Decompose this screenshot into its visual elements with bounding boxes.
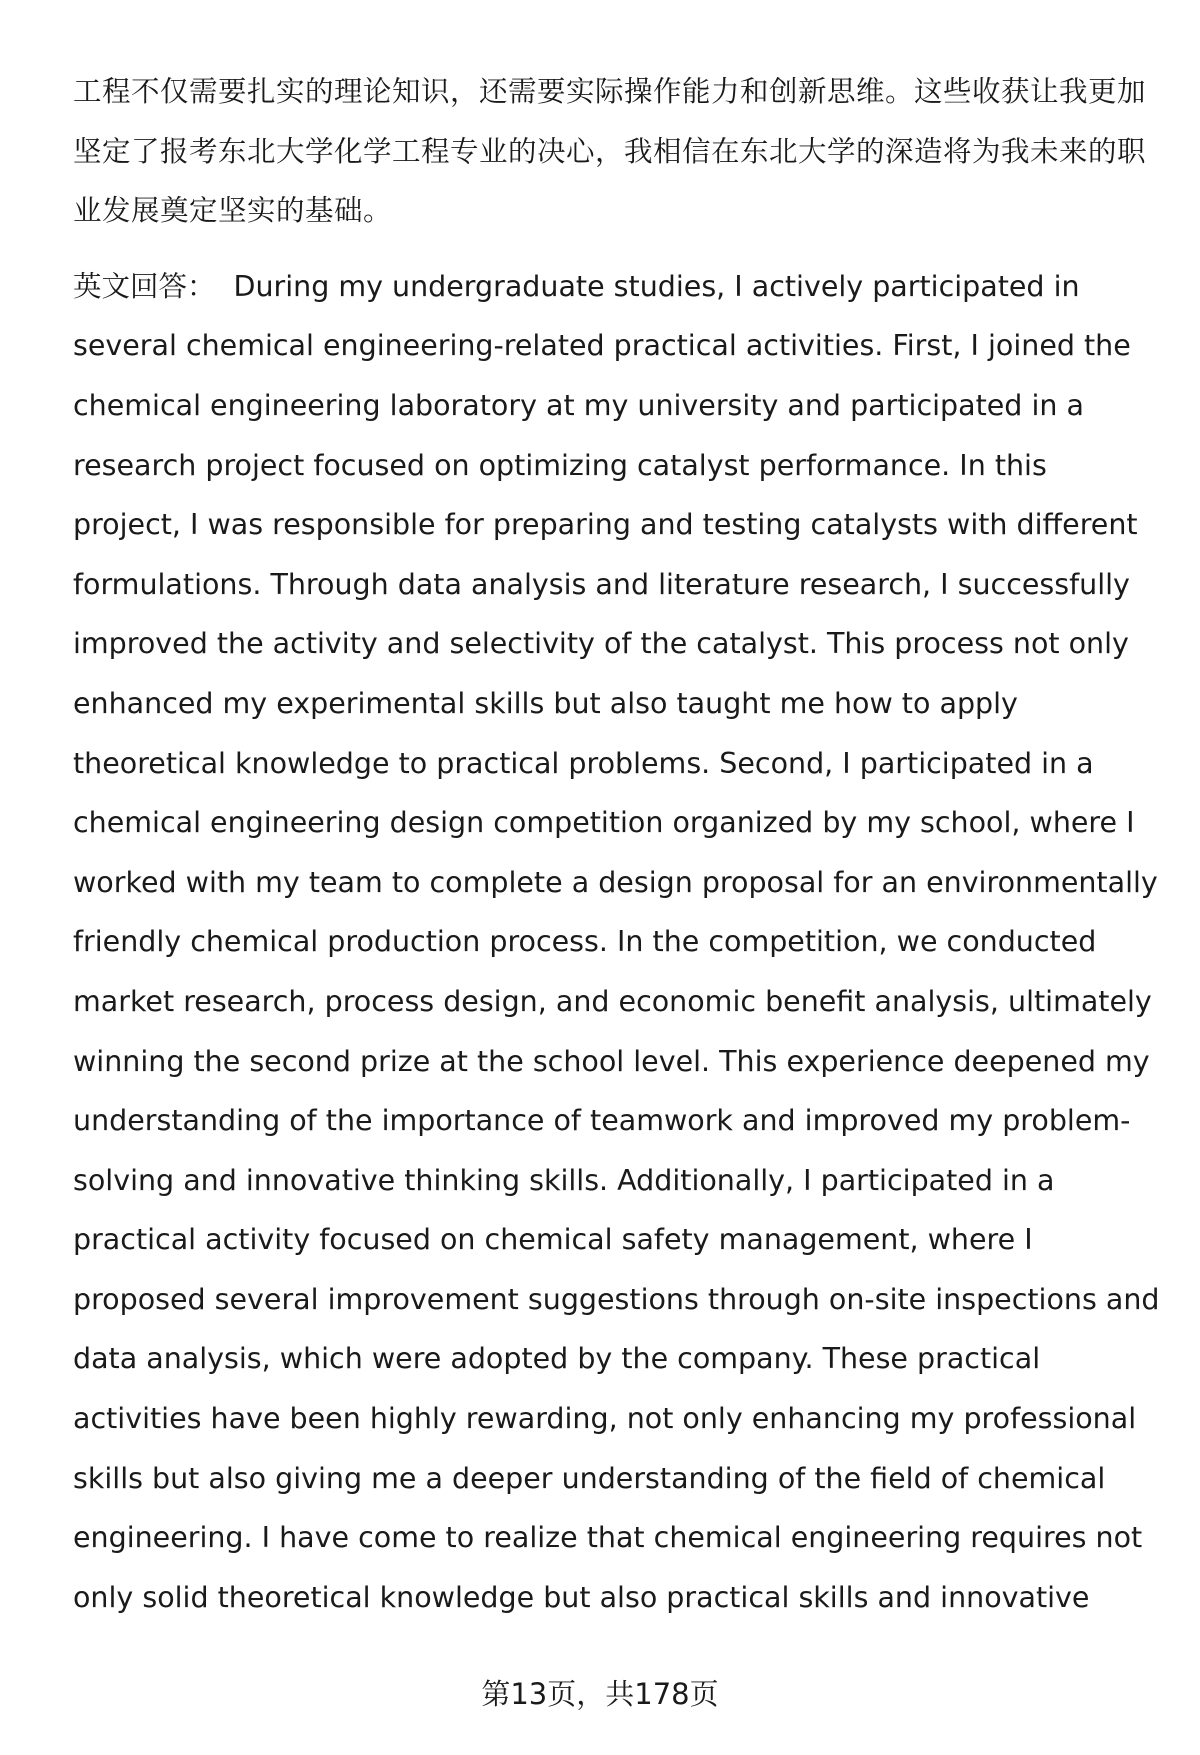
english-answer-text: During my undergraduate studies, I actively participated in several chemical engineering-related practical activities. First, I joined the chemical engineering laboratory at my university and participated in a research project focused on optimizing catalyst performance. In this project, I was responsible for preparing and testing catalysts with different formulations. Through data analysis and literature research, I successfully improved the activity and selectivity of the catalyst. This process not only enhanced my experimental skills but also taught me how to apply theoretical knowledge to practical problems. Second, I participated in a chemical engineering design competition organized by my school, where I worked with my team to complete a design proposal for an environmentally friendly chemical production process. In the competition, we conducted market research, process design, and economic benefit analysis, ultimately winning the second prize at the school level. This experience deepened my understanding of the importance of teamwork and improved my problem-solving and innovative thinking skills. Additionally, I participated in a practical activity focused on chemical safety management, where I proposed several improvement suggestions through on-site inspections and data analysis, which were adopted by the company. These practical activities have been highly rewarding, not only enhancing my professional skills but also giving me a deeper understanding of the field of chemical engineering. I have come to realize that chemical engineering requires not only solid theoretical knowledge but also practical skills and innovative xyxy=(73,269,1160,1614)
page-number: 第13页，共178页 xyxy=(481,1677,719,1711)
english-answer-paragraph xyxy=(73,257,1163,1628)
english-answer-label: 英文回答： xyxy=(73,269,216,303)
document-body xyxy=(73,62,1163,1627)
chinese-paragraph: 工程不仅需要扎实的理论知识，还需要实际操作能力和创新思维。这些收获让我更加坚定了报考东北大学化学工程专业的决心，我相信在东北大学的深造将为我未来的职业发展奠定坚实的基础。 xyxy=(73,75,1147,228)
